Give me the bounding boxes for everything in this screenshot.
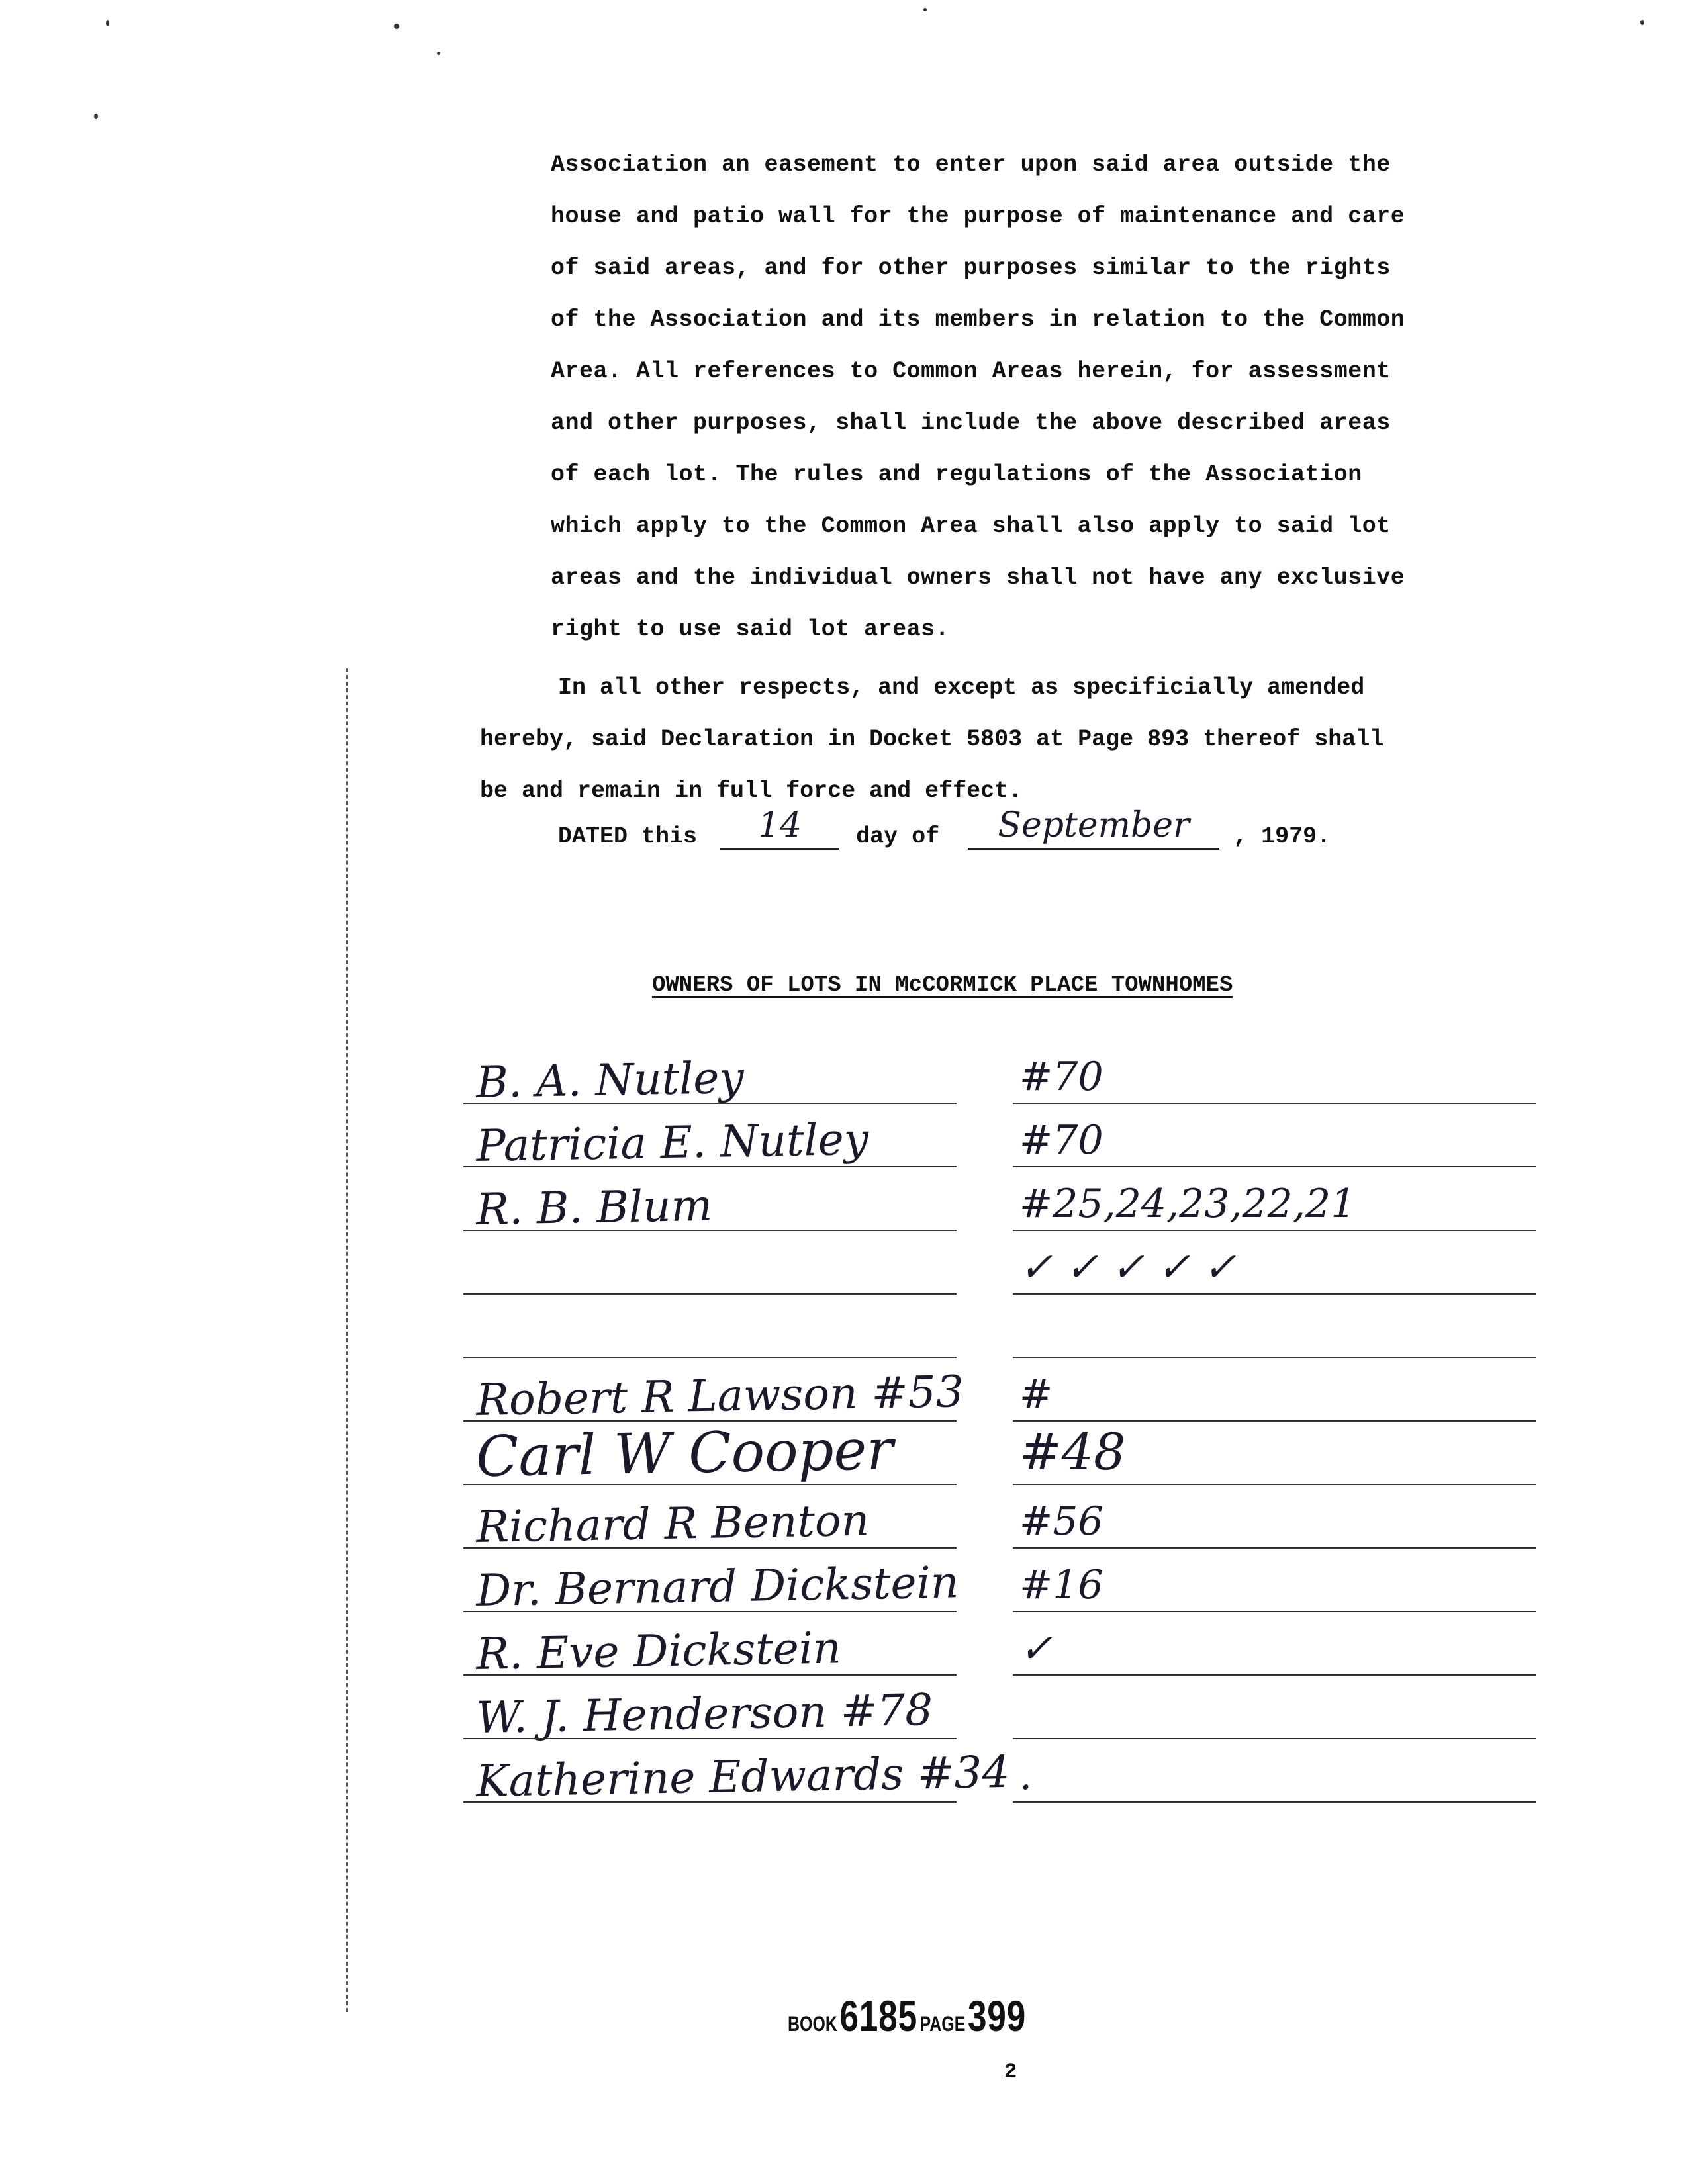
owner-lot: #25,24,23,22,21 (1019, 1181, 1356, 1227)
owner-row (463, 1363, 1536, 1427)
owner-row (463, 1236, 1536, 1300)
book-page-stamp (788, 1991, 1026, 2041)
body-line: which apply to the Common Area shall also apply to said lot (551, 513, 1391, 539)
body-line: Area. All references to Common Areas herein, for assessment (551, 358, 1391, 385)
book-label: BOOK (788, 2012, 837, 2036)
dated-prefix: DATED this (558, 823, 698, 850)
lot-line (1013, 1547, 1536, 1549)
owner-lot: #16 (1019, 1562, 1103, 1608)
signature-line (463, 1230, 957, 1231)
lot-line (1013, 1230, 1536, 1231)
owner-row (463, 1046, 1536, 1109)
owner-lot: #70 (1019, 1054, 1103, 1100)
month-blank (968, 805, 1219, 850)
dated-month: September (998, 805, 1190, 845)
owner-lot: . (1019, 1752, 1033, 1799)
owner-signature: Katherine Edwards #34 (475, 1746, 1011, 1807)
owner-lot: ✓ ✓ ✓ ✓ ✓ (1019, 1244, 1237, 1291)
body-line: Association an easement to enter upon said area outside the (551, 152, 1391, 178)
signature-line (463, 1801, 957, 1803)
body-line: right to use said lot areas. (551, 616, 950, 643)
owner-signature: R. B. Blum (475, 1179, 713, 1235)
body-line: of the Association and its members in relation to the Common (551, 306, 1405, 333)
owner-row (463, 1617, 1536, 1681)
body-paragraph-1 (551, 139, 1477, 655)
owner-lot: ✓ (1019, 1625, 1053, 1672)
signature-line (463, 1293, 957, 1295)
owner-signature: B. A. Nutley (475, 1052, 745, 1108)
owner-signature: R. Eve Dickstein (475, 1622, 842, 1680)
owner-row (463, 1109, 1536, 1173)
owner-signature: Dr. Bernard Dickstein (475, 1557, 959, 1616)
owner-row (463, 1554, 1536, 1617)
dated-year: , 1979. (1233, 823, 1331, 850)
owners-signature-list (463, 1046, 1536, 1808)
owner-lot: #48 (1019, 1422, 1126, 1481)
page-ref: 399 (967, 1991, 1027, 2040)
signature-line (463, 1738, 957, 1739)
page-label: PAGE (919, 2012, 966, 2036)
owner-signature: W. J. Henderson #78 (475, 1684, 933, 1743)
lot-line (1013, 1674, 1536, 1676)
signature-line (463, 1547, 957, 1549)
body-line: house and patio wall for the purpose of maintenance and care (551, 203, 1405, 230)
owner-row (463, 1490, 1536, 1554)
body-line: of each lot. The rules and regulations of the Association (551, 461, 1362, 488)
signature-line (463, 1484, 957, 1485)
owner-row (463, 1300, 1536, 1363)
owner-lot: # (1019, 1371, 1053, 1418)
owners-heading: OWNERS OF LOTS IN McCORMICK PLACE TOWNHOMES (652, 973, 1233, 998)
owner-lot: #70 (1019, 1117, 1103, 1163)
owner-signature: Richard R Benton (475, 1494, 870, 1553)
body-line: hereby, said Declaration in Docket 5803 at Page 893 thereof shall (480, 726, 1384, 752)
signature-line (463, 1166, 957, 1167)
signature-line (463, 1103, 957, 1104)
left-margin-rule (346, 668, 348, 2012)
dated-day: 14 (757, 805, 802, 845)
dated-middle: day of (856, 823, 940, 850)
owner-signature: Patricia E. Nutley (475, 1113, 869, 1171)
book-number: 6185 (839, 1991, 917, 2040)
body-line: and other purposes, shall include the above described areas (551, 410, 1391, 436)
signature-line (463, 1611, 957, 1612)
body-paragraph-2 (480, 662, 1486, 817)
lot-line (1013, 1103, 1536, 1104)
page-number: 2 (1004, 2060, 1017, 2084)
lot-line (1013, 1738, 1536, 1739)
owner-signature: Robert R Lawson #53 (475, 1366, 964, 1426)
dated-line (558, 805, 1352, 857)
owner-row (463, 1681, 1536, 1745)
lot-line (1013, 1357, 1536, 1358)
day-blank (720, 805, 839, 850)
body-line: In all other respects, and except as specificially amended (558, 674, 1365, 701)
body-line: areas and the individual owners shall not have any exclusive (551, 565, 1405, 591)
owner-signature: Carl W Cooper (475, 1417, 894, 1489)
lot-line (1013, 1293, 1536, 1295)
lot-line (1013, 1611, 1536, 1612)
signature-line (463, 1357, 957, 1358)
lot-line (1013, 1484, 1536, 1485)
body-line: of said areas, and for other purposes similar to the rights (551, 255, 1391, 281)
owner-row (463, 1417, 1536, 1490)
lot-line (1013, 1420, 1536, 1422)
owner-row (463, 1173, 1536, 1236)
lot-line (1013, 1166, 1536, 1167)
lot-line (1013, 1801, 1536, 1803)
owner-lot: #56 (1019, 1498, 1103, 1545)
body-line: be and remain in full force and effect. (480, 778, 1023, 804)
signature-line (463, 1674, 957, 1676)
owner-row (463, 1745, 1536, 1808)
